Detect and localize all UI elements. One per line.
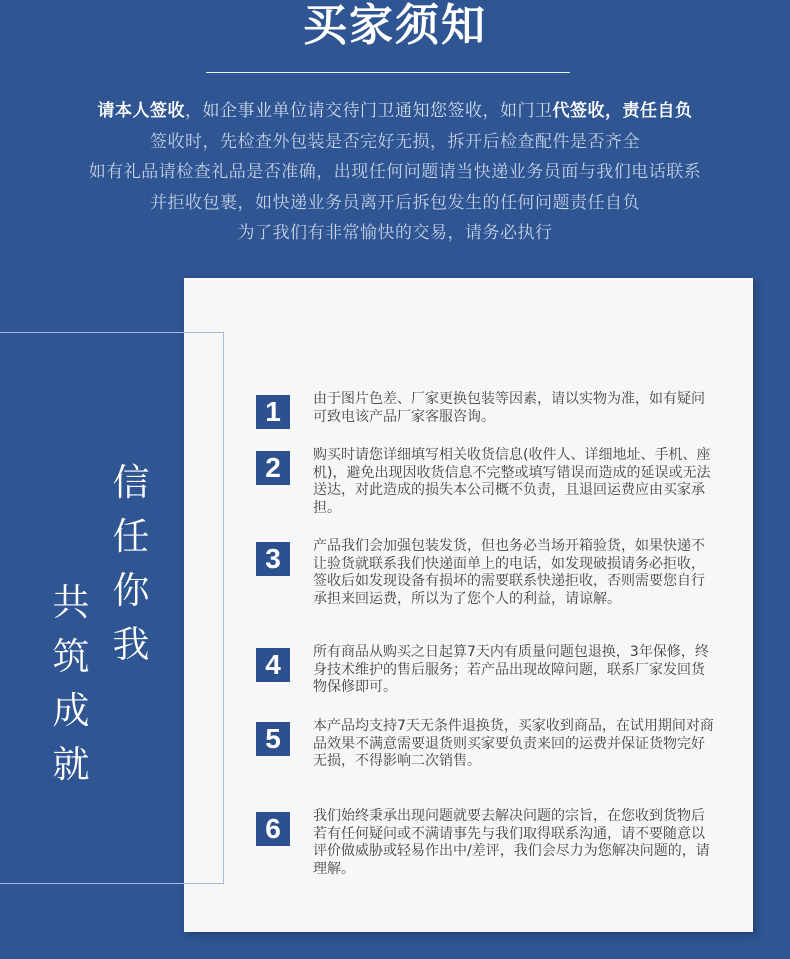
intro-line-4: 并拒收包裹，如快递业务员离开后拆包发生的任何问题责任自负	[150, 192, 640, 213]
rule-number-badge: 2	[256, 451, 290, 485]
rule-number-badge: 4	[256, 648, 290, 682]
rule-number-badge: 5	[256, 722, 290, 756]
rule-text: 购买时请您详细填写相关收货信息(收件人、详细地址、手机、座机)，避免出现因收货信息不完整或填写错误而造成的延误或无法送达，对此造成的损失本公司概不负责，且退回运费应由买家承担。	[313, 447, 711, 516]
intro-line-3: 如有礼品请检查礼品是否准确，出现任何问题请当快递业务员面与我们电话联系	[88, 162, 702, 182]
intro-notice	[0, 96, 790, 249]
intro-line-5: 为了我们有非常愉快的交易，请务必执行	[237, 223, 553, 243]
slogan-trust: 信任你我	[112, 461, 150, 666]
rule-text: 我们始终秉承出现问题就要去解决问题的宗旨，在您收到货物后若有任何疑问或不满请事先与我们取得联系沟通，请不要随意以评价做威胁或轻易作出中/差评，我们会尽力为您解决问题的，请理解。	[313, 808, 710, 877]
rule-text: 由于图片色差、厂家更换包装等因素，请以实物为准，如有疑问可致电该产品厂家客服咨询。	[313, 391, 705, 425]
rule-number-badge: 1	[256, 395, 290, 429]
intro-line-1	[0, 96, 790, 127]
rule-text: 本产品均支持7天无条件退换货，买家收到商品，在试用期间对商品效果不满意需要退货则买家要负责来回的运费并保证货物完好无损，不得影响二次销售。	[313, 718, 714, 770]
slogan-achieve: 共筑成就	[52, 581, 90, 786]
page-title: 买家须知	[303, 0, 487, 51]
rule-text: 产品我们会加强包装发货，但也务必当场开箱验货，如果快递不让验货就联系我们快递面单上的电话，如发现破损请务必拒收，签收后如发现设备有损坏的需要联系快递拒收，否则需要您自行承担来回运费，所以为了您个人的利益，请谅解。	[313, 538, 705, 607]
intro-emphasis-sign: 请本人签收	[97, 101, 185, 121]
rule-number-badge: 3	[256, 542, 290, 576]
rule-text: 所有商品从购买之日起算7天内有质量问题包退换，3年保修，终身技术维护的售后服务；若产品出现故障问题，联系厂家发回货物保修即可。	[313, 644, 709, 696]
rule-number-badge: 6	[256, 812, 290, 846]
title-divider	[206, 72, 570, 73]
intro-emphasis-responsibility: 代签收，责任自负	[552, 101, 693, 121]
intro-line-2: 签收时，先检查外包装是否完好无损，拆开后检查配件是否齐全	[150, 131, 640, 152]
intro-text: ，如企事业单位请交待门卫通知您签收，如门卫	[185, 101, 553, 121]
